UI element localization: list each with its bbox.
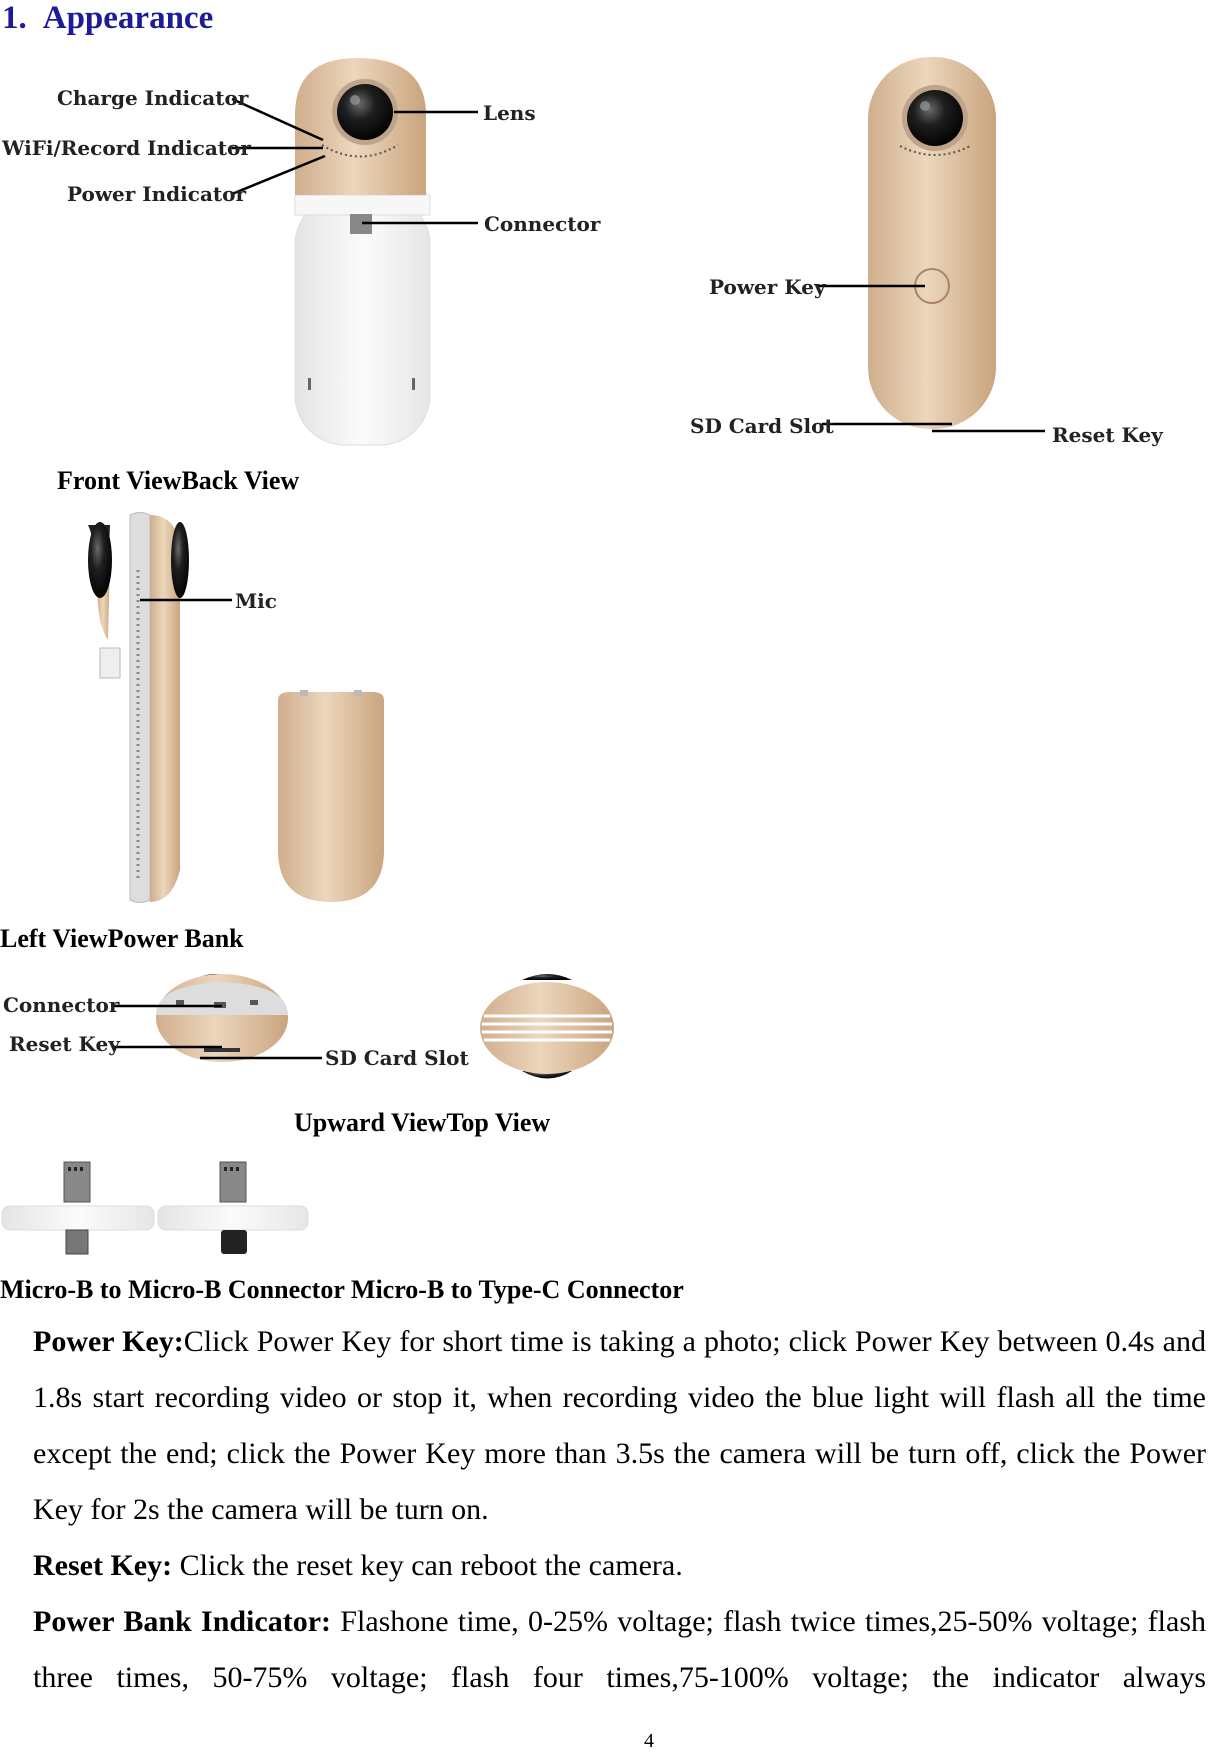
callout-upward-reset-key: Reset Key xyxy=(9,1032,120,1056)
callout-connector: Connector xyxy=(484,212,601,236)
callout-power-indicator: Power Indicator xyxy=(67,182,247,206)
front-view-camera xyxy=(295,58,430,445)
caption-front-back-view: Front ViewBack View xyxy=(57,466,300,495)
callout-reset-key: Reset Key xyxy=(1052,423,1163,447)
callout-wifi-record-indicator: WiFi/Record Indicator xyxy=(2,136,251,160)
callout-upward-sd-card-slot: SD Card Slot xyxy=(325,1046,469,1070)
caption-upward-top-view: Upward ViewTop View xyxy=(294,1108,551,1137)
paragraph-power-key xyxy=(0,1314,1206,1538)
text-reset-key: Click the reset key can reboot the camera. xyxy=(179,1549,683,1582)
section-title: Appearance xyxy=(42,0,214,36)
left-view-camera xyxy=(88,513,189,903)
callout-mic: Mic xyxy=(235,589,277,613)
power-bank xyxy=(278,690,384,902)
page-number: 4 xyxy=(644,1730,654,1752)
top-view-camera xyxy=(480,974,614,1079)
callout-lens: Lens xyxy=(483,101,536,125)
text-power-bank-indicator: Flashone time, 0-25% voltage; flash twice times,25-50% voltage; flash three times, 50-75% voltage; flash four times,75-100% voltage; the indicator always xyxy=(33,1605,1206,1694)
callout-sd-card-slot: SD Card Slot xyxy=(690,414,834,438)
upward-view-camera xyxy=(156,974,288,1062)
label-power-key: Power Key: xyxy=(33,1325,184,1358)
callout-upward-connector: Connector xyxy=(3,993,120,1017)
paragraph-power-bank xyxy=(0,1594,1206,1706)
body-text xyxy=(0,1314,1206,1706)
callout-charge-indicator: Charge Indicator xyxy=(57,86,249,110)
micro-b-connector xyxy=(2,1162,154,1254)
text-power-key: Click Power Key for short time is taking a photo; click Power Key between 0.4s and 1.8s start recording video or stop it, when recording video the blue light will flash all the time except the end; click the Power Key more than 3.5s the camera will be turn off, click the Power Key for 2s the camera will be turn on. xyxy=(33,1325,1206,1526)
type-c-connector xyxy=(158,1162,308,1254)
callout-power-key: Power Key xyxy=(709,275,826,299)
label-power-bank-indicator: Power Bank Indicator: xyxy=(33,1605,332,1638)
label-reset-key: Reset Key: xyxy=(33,1549,173,1582)
section-number: 1. xyxy=(2,0,27,36)
caption-left-view-power-bank: Left ViewPower Bank xyxy=(0,924,244,953)
caption-connectors: Micro-B to Micro-B Connector Micro-B to Type-C Connector xyxy=(0,1275,684,1304)
back-view-camera xyxy=(868,57,996,429)
paragraph-reset-key xyxy=(0,1538,1206,1594)
